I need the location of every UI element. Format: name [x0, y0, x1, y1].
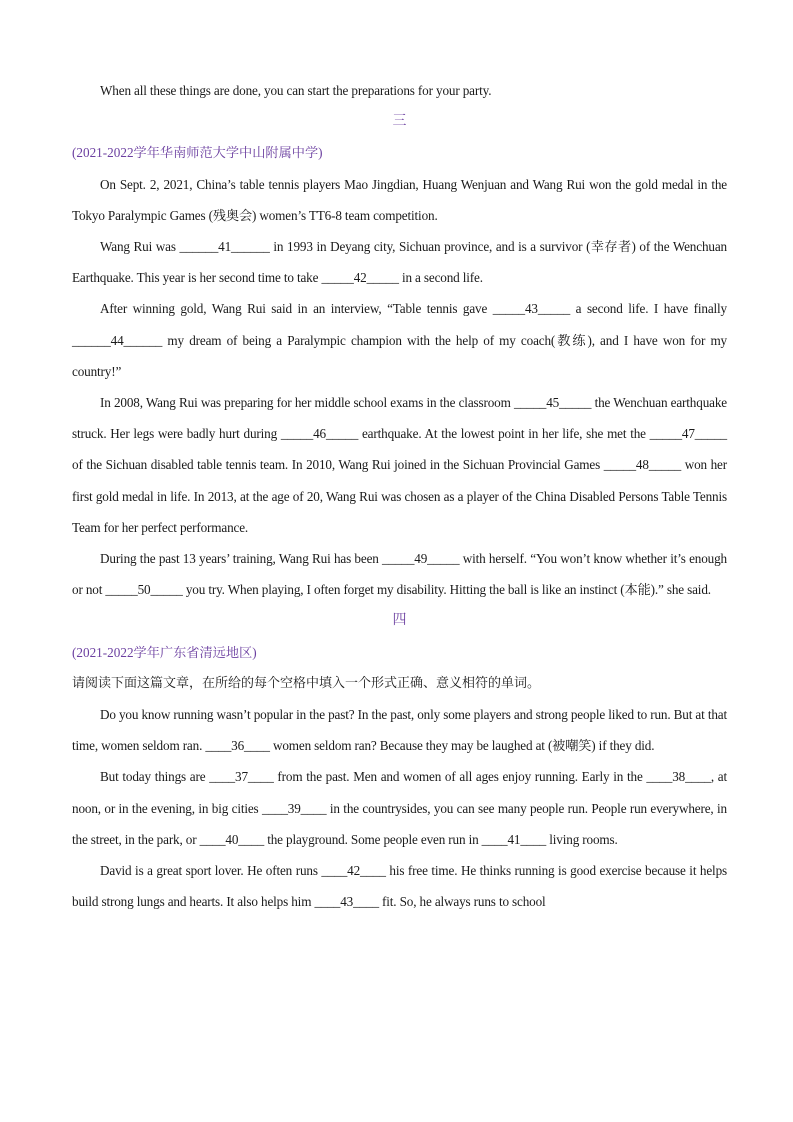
s3-paragraph-5: During the past 13 years’ training, Wang Rui has been _____49_____ with herself. “You won’t know whether it’s enough or not _____50_____ you try. When playing, I often forget my disability. Hitting the ball is like an instinct (本能).” she said.	[72, 551, 727, 598]
s3-paragraph-1: On Sept. 2, 2021, China’s table tennis players Mao Jingdian, Huang Wenjuan and Wang Rui won the gold medal in the Tokyo Paralympic Games (残奥会) women’s TT6-8 team competition.	[72, 176, 727, 223]
section-3-source: (2021-2022学年华南师范大学中山附属中学)	[72, 145, 323, 161]
document-page	[72, 75, 727, 917]
s3-paragraph-2: Wang Rui was ______41______ in 1993 in Deyang city, Sichuan province, and is a survivor (幸存者) of the Wenchuan Earthquake. This year is her second time to take _____42_____ in a second life.	[72, 239, 727, 286]
section-4-instruction: 请阅读下面这篇文章，在所给的每个空格中填入一个形式正确、意义相符的单词。	[72, 675, 541, 691]
s3-paragraph-4: In 2008, Wang Rui was preparing for her middle school exams in the classroom _____45_____ the Wenchuan earthquake struck. Her legs were badly hurt during _____46_____ earthquake. At the lowest point in her life, she met the _____47_____ of the Sichuan disabled table tennis team. In 2010, Wang Rui joined in the Sichuan Provincial Games _____48_____ won her first gold medal in life. In 2013, at the age of 20, Wang Rui was chosen as a player of the China Disabled Persons Table Tennis Team for her perfect performance.	[72, 395, 727, 535]
s4-paragraph-1: Do you know running wasn’t popular in the past? In the past, only some players and strong people liked to run. But at that time, women seldom ran. ____36____ women seldom ran? Because they may be laughed at (被嘲笑) if they did.	[72, 707, 727, 754]
s4-paragraph-3: David is a great sport lover. He often runs ____42____ his free time. He thinks running is good exercise because it helps build strong lungs and hearts. It also helps him ____43____ fit. So, he always runs to school	[72, 863, 727, 910]
intro-line: When all these things are done, you can start the preparations for your party.	[100, 83, 492, 98]
section-4-number: 四	[392, 613, 407, 629]
s4-paragraph-2: But today things are ____37____ from the past. Men and women of all ages enjoy running. Early in the ____38____, at noon, or in the evening, in big cities ____39____ in the countrysides, you can see many people run. People run everywhere, in the street, in the park, or ____40____ the playground. Some people even run in ____41____ living rooms.	[72, 769, 727, 847]
section-3-number: 三	[392, 114, 407, 130]
s3-paragraph-3: After winning gold, Wang Rui said in an interview, “Table tennis gave _____43_____ a second life. I have finally ______44______ my dream of being a Paralympic champion with the help of my coach(教练), and I have won for my country!”	[72, 301, 727, 379]
section-4-source: (2021-2022学年广东省清远地区)	[72, 644, 257, 660]
